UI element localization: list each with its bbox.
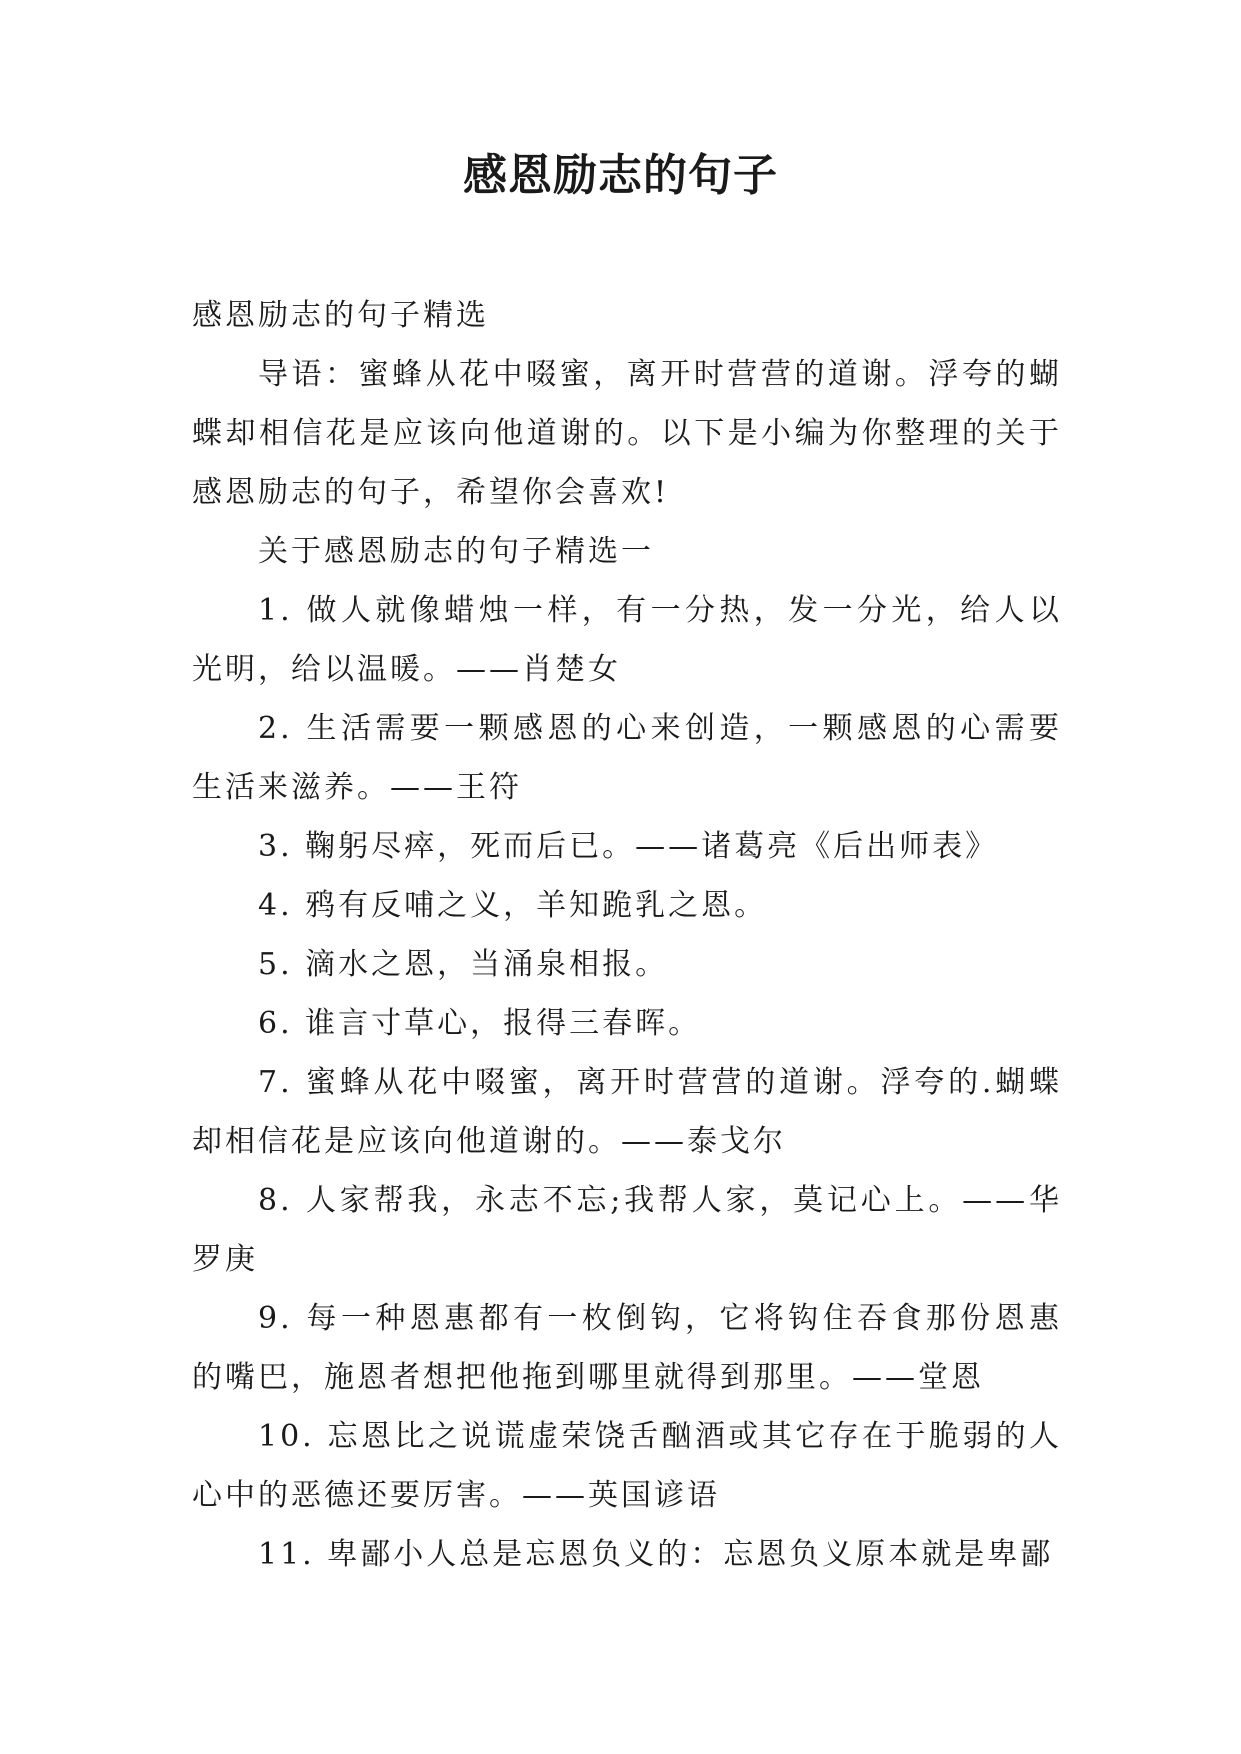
quote-item: 5. 滴水之恩，当涌泉相报。 <box>258 947 669 982</box>
intro-paragraph: 导语：蜜蜂从花中啜蜜，离开时营营的道谢。浮夸的蝴蝶却相信花是应该向他道谢的。以下是小编为你整理的关于感恩励志的句子，希望你会喜欢! <box>192 357 1062 510</box>
quote-item: 8. 人家帮我，永志不忘;我帮人家，莫记心上。——华罗庚 <box>192 1183 1062 1277</box>
document-body <box>192 286 1062 1584</box>
subsection-heading: 关于感恩励志的句子精选一 <box>258 534 654 569</box>
quote-item: 1. 做人就像蜡烛一样，有一分热，发一分光，给人以光明，给以温暖。——肖楚女 <box>192 593 1062 687</box>
quote-item: 7. 蜜蜂从花中啜蜜，离开时营营的道谢。浮夸的.蝴蝶却相信花是应该向他道谢的。——泰戈尔 <box>192 1065 1062 1159</box>
quote-item: 4. 鸦有反哺之义，羊知跪乳之恩。 <box>258 888 768 923</box>
quote-item: 9. 每一种恩惠都有一枚倒钩，它将钩住吞食那份恩惠的嘴巴，施恩者想把他拖到哪里就得到那里。——堂恩 <box>192 1301 1062 1395</box>
quote-item: 10. 忘恩比之说谎虚荣饶舌酗酒或其它存在于脆弱的人心中的恶德还要厉害。——英国谚语 <box>192 1419 1062 1513</box>
document-title: 感恩励志的句子 <box>463 150 778 201</box>
quote-item: 2. 生活需要一颗感恩的心来创造，一颗感恩的心需要生活来滋养。——王符 <box>192 711 1062 805</box>
quote-item: 3. 鞠躬尽瘁，死而后已。——诸葛亮《后出师表》 <box>258 829 999 864</box>
quote-item: 11. 卑鄙小人总是忘恩负义的：忘恩负义原本就是卑鄙 <box>258 1537 1054 1572</box>
section-heading: 感恩励志的句子精选 <box>192 298 489 333</box>
quote-item: 6. 谁言寸草心，报得三春晖。 <box>258 1006 702 1041</box>
